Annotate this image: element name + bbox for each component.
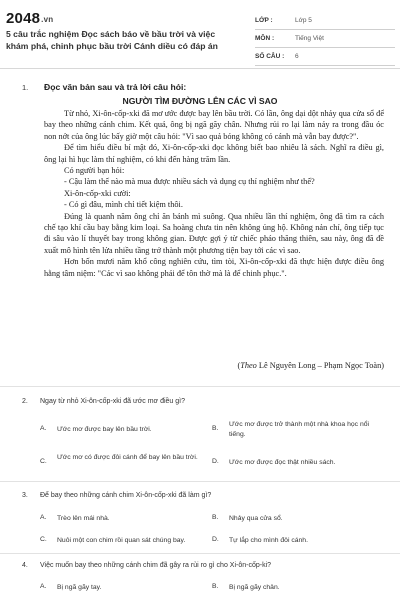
meta-row-class xyxy=(255,14,395,30)
meta-panel xyxy=(255,14,395,68)
option-text: Ước mơ được trở thành một nhà khoa học nổi tiếng. xyxy=(229,421,370,438)
option-text: Bị ngã gãy chân. xyxy=(229,584,280,591)
story-paragraph: Đúng là quanh năm ông chỉ ăn bánh mì suông. Qua nhiều lần thí nghiệm, ông đã tìm ra cách chế tạo khí cầu bay bằng kim loại. Sa hoàng chưa tin nên không ủng hộ. Không nản chí, ông tiếp tục đi sâu vào lí thuyết bay trong không gian. Được gợi ý từ chiếc pháo thăng thiên, sau này, ông đã đề xuất mô hình tên lửa nhiều tầng trở thành một phương tiện bay tới các vì sao. xyxy=(44,211,384,255)
option-text: Bị ngã gãy tay. xyxy=(57,584,102,591)
question-lead: Đọc văn bản sau và trả lời câu hỏi: xyxy=(44,82,187,92)
meta-value: 6 xyxy=(295,53,299,60)
option-text: Nuôi một con chim rồi quan sát chúng bay. xyxy=(57,537,186,544)
story-paragraph: Xi-ôn-cốp-xki cười: xyxy=(64,188,131,198)
meta-label: LỚP : xyxy=(255,17,273,24)
option-letter: D. xyxy=(212,536,219,543)
question-text: Ngay từ nhỏ Xi-ôn-cốp-xki đã ước mơ điều gì? xyxy=(40,398,186,405)
option-letter: D. xyxy=(212,458,219,465)
option-text: Ước mơ được bay lên bầu trời. xyxy=(57,426,152,433)
option-letter: B. xyxy=(212,425,219,432)
option-letter: B. xyxy=(212,583,219,590)
question-number: 3. xyxy=(22,492,28,499)
page-header xyxy=(0,0,400,68)
source-theo: Theo xyxy=(240,361,257,370)
document-title: 5 câu trắc nghiệm Đọc sách báo về bầu trời và việc khám phá, chinh phục bầu trời Cánh diều có đáp án xyxy=(6,29,218,51)
option-letter: A. xyxy=(40,514,47,521)
question-separator xyxy=(0,553,400,554)
question-separator xyxy=(0,386,400,387)
option-letter: A. xyxy=(40,425,47,432)
story-paragraph: Hơn bốn mươi năm khổ công nghiên cứu, tìm tòi, Xi-ôn-cốp-xki đã thực hiện được điều ông hằng tâm niệm: "Các vì sao không phải để tôn thờ mà là để chinh phục.". xyxy=(44,257,384,278)
source-paren: ( xyxy=(237,361,241,370)
story-body xyxy=(44,108,384,279)
option-letter: A. xyxy=(40,583,47,590)
option-letter: B. xyxy=(212,514,219,521)
option-letter: C. xyxy=(40,536,47,543)
question-number: 4. xyxy=(22,562,28,569)
story-source xyxy=(44,361,384,370)
option-text: Nhảy qua cửa sổ. xyxy=(229,515,283,522)
question-number: 1. xyxy=(22,83,29,92)
option-text: Trèo lên mái nhà. xyxy=(57,515,110,522)
story-paragraph: Để tìm hiểu điều bí mật đó, Xi-ôn-cốp-xki đọc không biết bao nhiêu là sách. Nghĩ ra điều gì, ông lại hì hục làm thí nghiệm, có khi đến hàng trăm lần. xyxy=(44,143,384,164)
story-paragraph: Từ nhỏ, Xi-ôn-cốp-xki đã mơ ước được bay lên bầu trời. Có lần, ông dại dột nhảy qua cửa sổ để bay theo những cánh chim. Kết quả, ông bị ngã gãy chân. Nhưng rủi ro lại làm nảy ra trong đầu óc non nớt của ông lúc bấy giờ một câu hỏi: "Vì sao quả bóng không có cánh mà vẫn bay được?". xyxy=(44,109,384,141)
story-title: NGƯỜI TÌM ĐƯỜNG LÊN CÁC VÌ SAO xyxy=(122,96,278,106)
header-divider xyxy=(0,68,400,69)
story-paragraph: - Cậu làm thế nào mà mua được nhiều sách và dụng cụ thí nghiệm như thế? xyxy=(64,177,315,187)
meta-row-count xyxy=(255,50,395,66)
question-separator xyxy=(0,481,400,482)
meta-value: Lớp 5 xyxy=(295,17,312,24)
logo-suffix: .vn xyxy=(41,15,54,24)
option-text: Tự lắp cho mình đôi cánh. xyxy=(229,537,308,544)
meta-label: MÔN : xyxy=(255,35,275,42)
site-logo[interactable] xyxy=(6,10,53,27)
option-letter: C. xyxy=(40,458,47,465)
source-authors: Lê Nguyên Long – Phạm Ngọc Toàn) xyxy=(256,361,384,370)
option-text: Ước mơ có được đôi cánh để bay lên bầu trời. xyxy=(57,454,198,461)
question-text: Để bay theo những cánh chim Xi-ôn-cốp-xki đã làm gì? xyxy=(40,492,212,499)
meta-value: Tiếng Việt xyxy=(295,35,324,42)
meta-row-subject xyxy=(255,32,395,48)
option-text: Ước mơ được đọc thật nhiều sách. xyxy=(229,459,336,466)
story-paragraph: Có người bạn hỏi: xyxy=(64,166,125,176)
question-number: 2. xyxy=(22,398,28,405)
story-paragraph: - Có gì đâu, mình chỉ tiết kiệm thôi. xyxy=(64,200,183,210)
logo-text: 2048 xyxy=(6,10,41,27)
question-text: Việc muốn bay theo những cánh chim đã gây ra rủi ro gì cho Xi-ôn-cốp-ki? xyxy=(40,562,272,569)
meta-label: SỐ CÂU : xyxy=(255,53,285,60)
